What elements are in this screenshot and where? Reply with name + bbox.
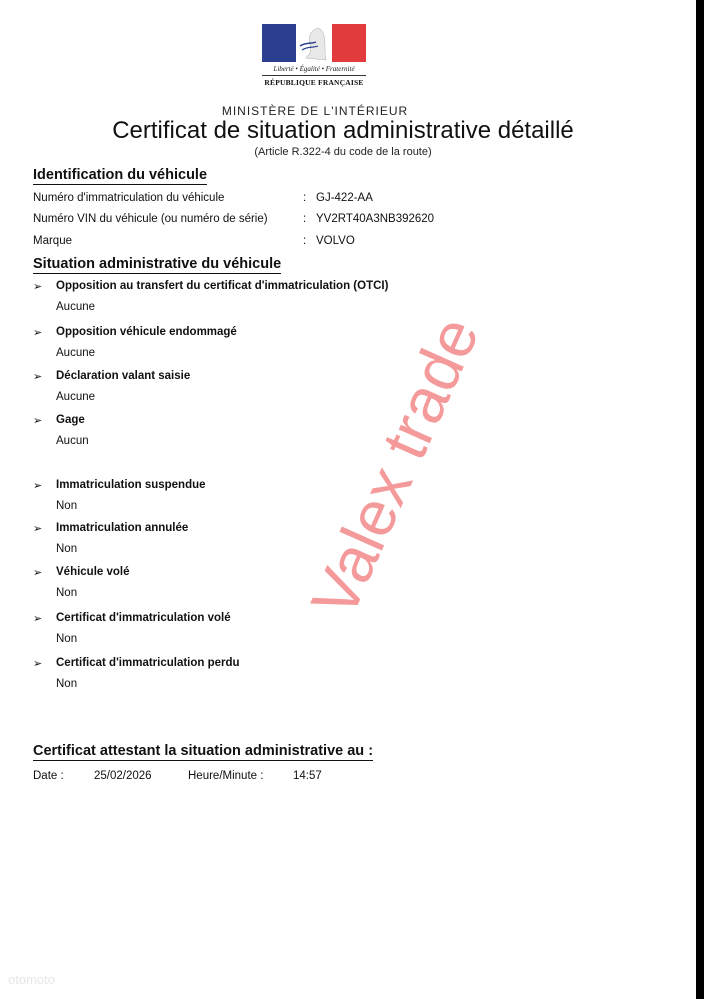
field-label: Marque [33,235,72,247]
date-value: 25/02/2026 [94,770,152,782]
arrow-bullet-icon: ➢ [33,567,43,579]
field-label: Numéro d'immatriculation du véhicule [33,192,225,204]
arrow-bullet-icon: ➢ [33,281,43,293]
situation-item-label: Immatriculation suspendue [56,479,206,491]
situation-item-label: Opposition véhicule endommagé [56,326,237,338]
situation-item-label: Déclaration valant saisie [56,370,191,382]
document-subtitle: (Article R.322-4 du code de la route) [254,146,432,158]
brand-value: VOLVO [316,235,355,247]
tricolor-flag [262,24,366,62]
arrow-bullet-icon: ➢ [33,480,43,492]
valex-trade-watermark: Valex trade [297,306,493,628]
situation-item-status: Non [56,500,78,512]
registration-value: GJ-422-AA [316,192,373,204]
vin-value: YV2RT40A3NB392620 [316,213,435,225]
situation-item-status: Aucune [56,391,96,403]
situation-item-status: Aucun [56,435,89,447]
arrow-bullet-icon: ➢ [33,371,43,383]
page-edge [696,0,704,999]
republic-name: RÉPUBLIQUE FRANÇAISE [262,75,366,87]
ministry-name: MINISTÈRE DE L'INTÉRIEUR [221,104,409,118]
arrow-bullet-icon: ➢ [33,613,43,625]
situation-item-status: Non [56,678,78,690]
situation-item-status: Aucune [56,347,96,359]
situation-item-status: Non [56,587,78,599]
situation-item-label: Certificat d'immatriculation volé [56,612,231,624]
situation-item-status: Aucune [56,301,96,313]
situation-heading: Situation administrative du véhicule [33,256,282,272]
arrow-bullet-icon: ➢ [33,327,43,339]
situation-item-status: Non [56,633,78,645]
field-label: Numéro VIN du véhicule (ou numéro de série) [33,213,268,225]
date-label: Date : [33,770,64,782]
situation-item-label: Gage [56,414,85,426]
time-value: 14:57 [293,770,322,782]
situation-item-label: Opposition au transfert du certificat d'immatriculation (OTCI) [56,280,389,292]
republic-motto: Liberté • Égalité • Fraternité [273,65,355,73]
situation-item-label: Certificat d'immatriculation perdu [56,657,240,669]
document-title: Certificat de situation administrative détaillé [112,117,574,144]
arrow-bullet-icon: ➢ [33,658,43,670]
situation-item-label: Véhicule volé [56,566,130,578]
marianne-logo [262,24,366,87]
otomoto-watermark: otomoto [8,972,55,987]
situation-item-label: Immatriculation annulée [56,522,189,534]
attestation-heading: Certificat attestant la situation administrative au : [33,743,374,759]
arrow-bullet-icon: ➢ [33,523,43,535]
time-label: Heure/Minute : [188,770,264,782]
arrow-bullet-icon: ➢ [33,415,43,427]
identification-heading: Identification du véhicule [33,167,208,183]
situation-item-status: Non [56,543,78,555]
